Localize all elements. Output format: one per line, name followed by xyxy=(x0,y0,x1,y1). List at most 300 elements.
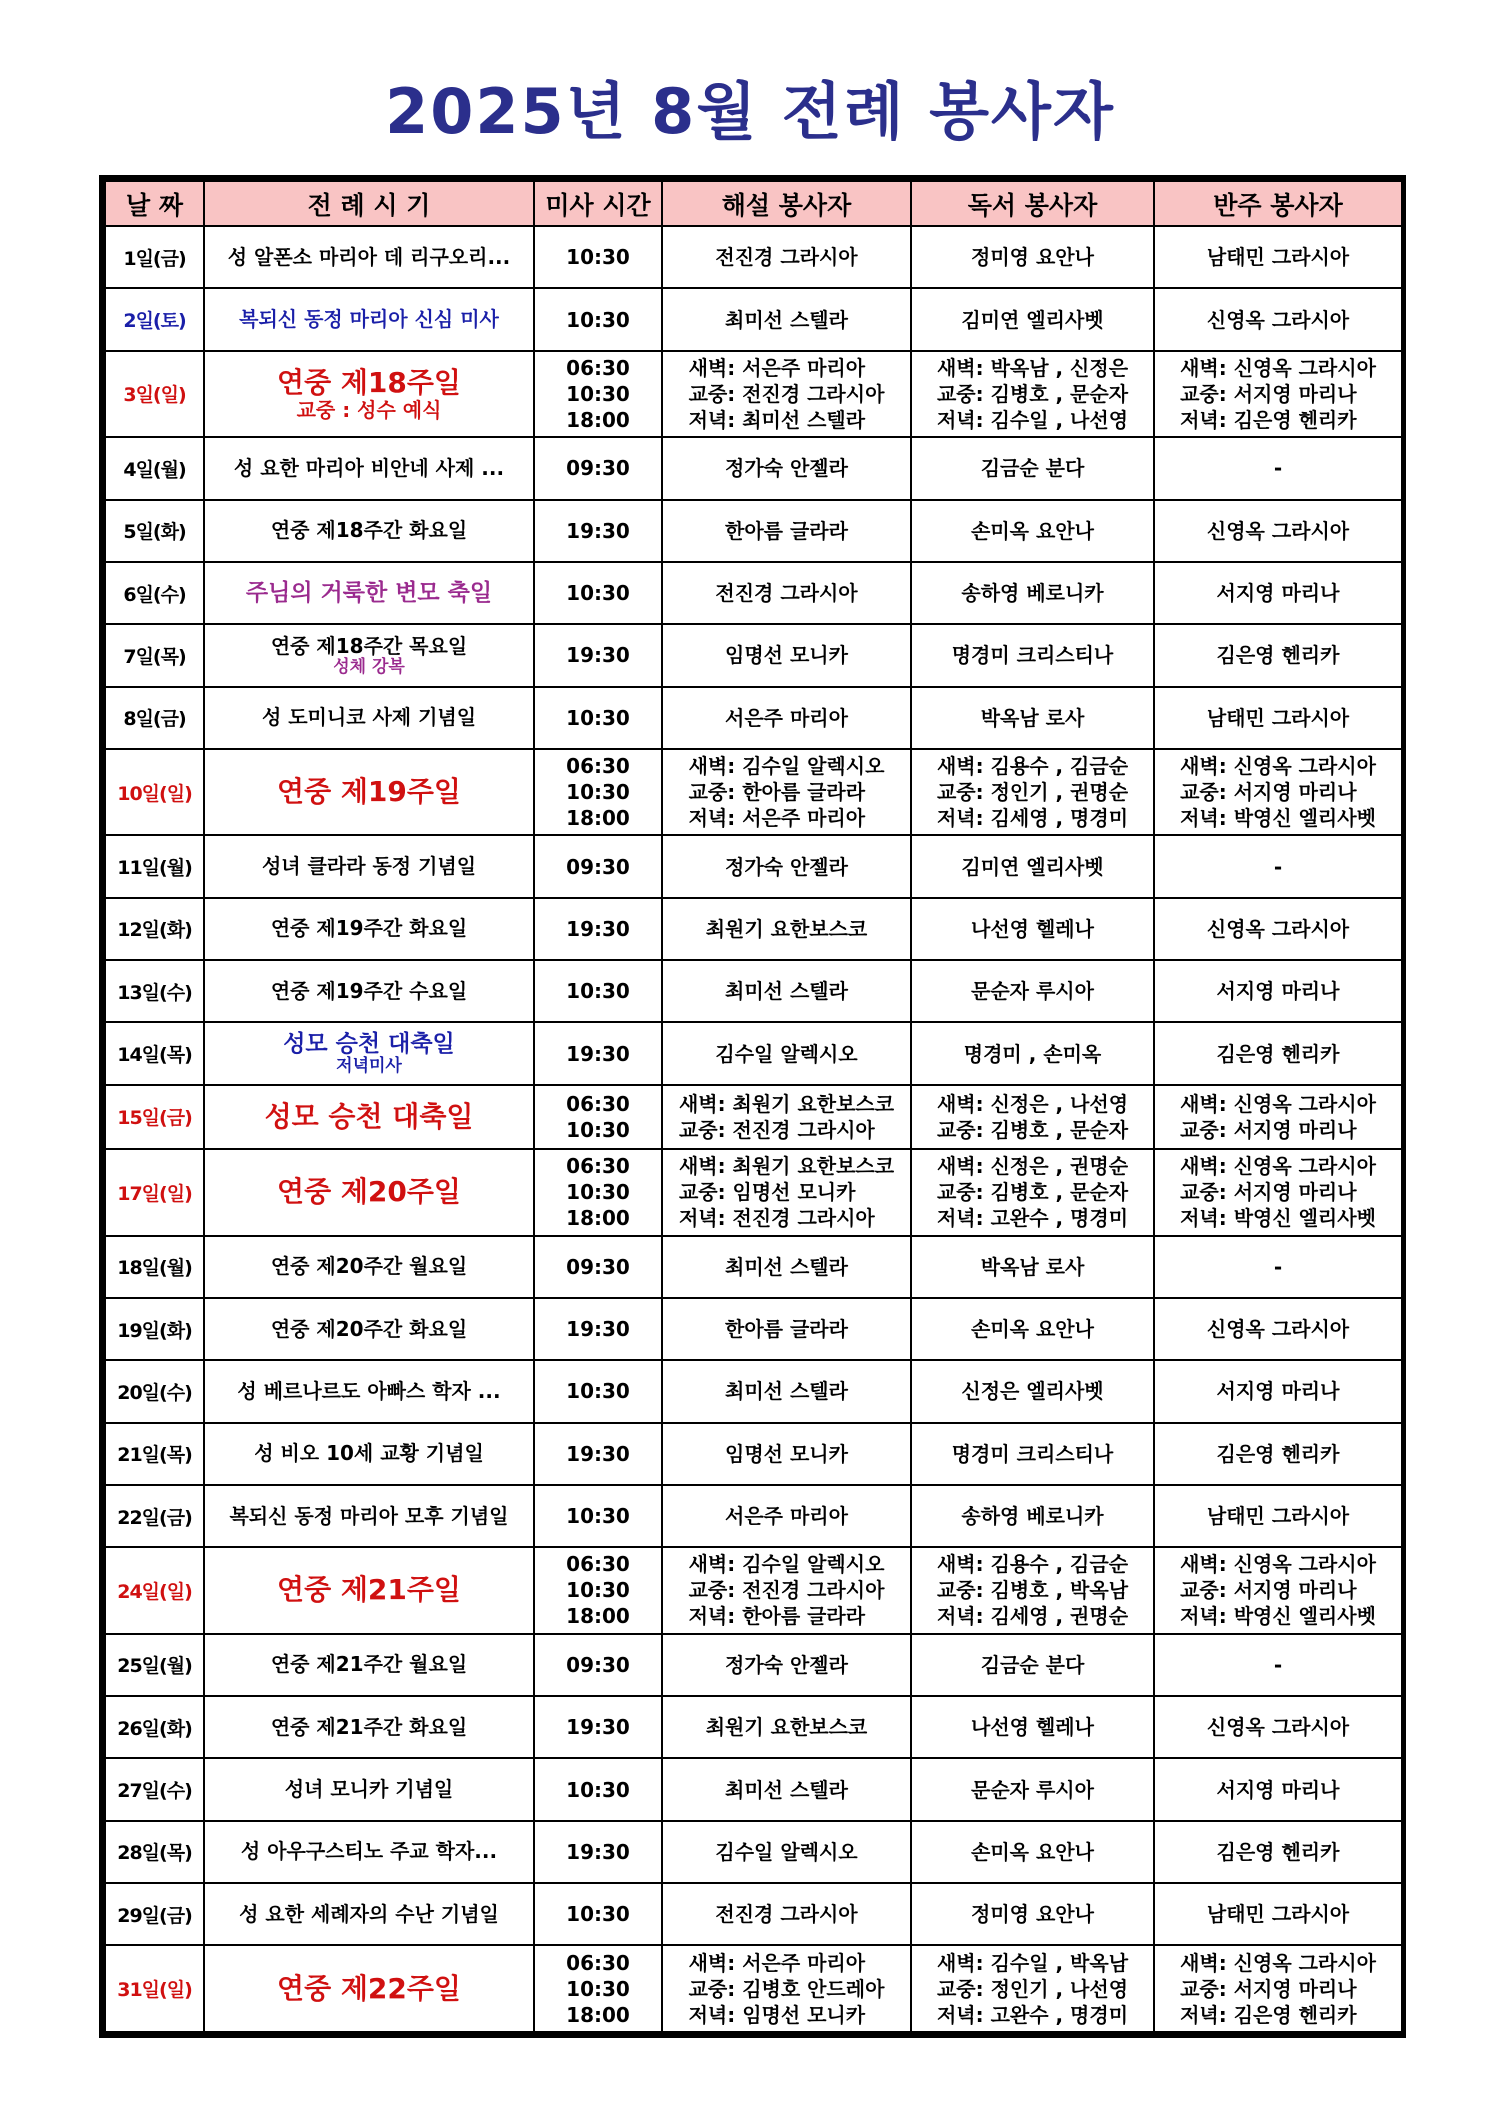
mass-time-lines xyxy=(566,753,630,831)
reader-line: 김미연 엘리사벳 xyxy=(961,854,1104,879)
table-row xyxy=(105,226,1402,288)
commentator-lines xyxy=(715,1041,857,1067)
mass-time-lines xyxy=(566,705,630,731)
date-cell: 5일(화) xyxy=(105,500,204,562)
commentator-cell xyxy=(662,226,911,288)
commentator-line: 저녁: 전진경 그라시아 xyxy=(678,1206,875,1231)
organist-lines xyxy=(1207,1714,1349,1740)
commentator-line: 교중: 전진경 그라시아 xyxy=(678,1117,875,1142)
organist-line: 김은영 헨리카 xyxy=(1216,1041,1340,1066)
organist-cell xyxy=(1154,1696,1402,1758)
header-reader: 독서 봉사자 xyxy=(911,181,1154,226)
liturgy-title: 성 도미니코 사제 기념일 xyxy=(261,705,477,730)
commentator-line: 교중: 김병호 안드레아 xyxy=(688,1976,885,2001)
organist-line: 교중: 서지영 마리나 xyxy=(1180,1976,1357,2001)
organist-line: 새벽: 신영옥 그라시아 xyxy=(1180,754,1376,779)
reader-line: 명경미 크리스티나 xyxy=(951,643,1114,668)
mass-time-line: 06:30 xyxy=(566,355,630,380)
reader-line: 교중: 김병호 , 문순자 xyxy=(936,1117,1129,1142)
mass-time-cell xyxy=(534,562,662,624)
header-liturgy: 전 례 시 기 xyxy=(204,181,534,226)
table-row xyxy=(105,835,1402,897)
reader-line: 김미연 엘리사벳 xyxy=(961,307,1104,332)
reader-line: 문순자 루시아 xyxy=(971,1777,1094,1802)
organist-line: 새벽: 신영옥 그라시아 xyxy=(1180,1950,1376,1975)
mass-time-cell xyxy=(534,1758,662,1820)
mass-time-line: 10:30 xyxy=(566,581,630,606)
commentator-line: 정가숙 안젤라 xyxy=(725,456,848,481)
mass-time-cell xyxy=(534,1547,662,1633)
organist-lines xyxy=(1274,854,1282,880)
organist-lines xyxy=(1217,1378,1340,1404)
mass-time-lines xyxy=(566,642,630,668)
commentator-line: 새벽: 서은주 마리아 xyxy=(688,1950,866,1975)
table-row xyxy=(105,1485,1402,1547)
commentator-cell xyxy=(662,1022,911,1084)
liturgy-cell xyxy=(204,960,534,1022)
mass-time-lines xyxy=(566,1091,630,1143)
reader-cell xyxy=(911,835,1154,897)
reader-cell xyxy=(911,226,1154,288)
liturgy-title: 성 요한 마리아 비안네 사제 ... xyxy=(233,455,505,480)
liturgy-cell xyxy=(204,1634,534,1696)
mass-time-line: 06:30 xyxy=(566,1950,630,1975)
reader-line: 새벽: 김용수 , 김금순 xyxy=(936,1552,1129,1577)
commentator-cell xyxy=(662,624,911,686)
reader-line: 박옥남 로사 xyxy=(980,1254,1085,1279)
mass-time-cell xyxy=(534,226,662,288)
table-row xyxy=(105,960,1402,1022)
organist-line: 교중: 서지영 마리나 xyxy=(1180,1117,1357,1142)
organist-line: - xyxy=(1273,854,1283,879)
organist-lines xyxy=(1207,705,1349,731)
organist-cell xyxy=(1154,1298,1402,1360)
commentator-line: 교중: 전진경 그라시아 xyxy=(688,381,885,406)
table-row xyxy=(105,1945,1402,2032)
commentator-lines xyxy=(725,642,848,668)
reader-cell xyxy=(911,1022,1154,1084)
reader-line: 신정은 엘리사벳 xyxy=(961,1379,1104,1404)
commentator-cell xyxy=(662,1485,911,1547)
organist-line: 교중: 서지영 마리나 xyxy=(1180,381,1357,406)
organist-line: 서지영 마리나 xyxy=(1216,979,1340,1004)
organist-line: 새벽: 신영옥 그라시아 xyxy=(1180,1552,1376,1577)
organist-cell xyxy=(1154,1423,1402,1485)
reader-lines xyxy=(961,1378,1103,1404)
date-cell: 21일(목) xyxy=(105,1423,204,1485)
reader-line: 정미영 요안나 xyxy=(971,245,1094,270)
reader-line: 저녁: 김세영 , 명경미 xyxy=(936,806,1129,831)
date-cell: 8일(금) xyxy=(105,687,204,749)
reader-cell xyxy=(911,1360,1154,1422)
page-title: 2025년 8월 전례 봉사자 xyxy=(385,75,1115,148)
liturgy-title: 연중 제20주간 화요일 xyxy=(270,1316,468,1341)
commentator-cell xyxy=(662,687,911,749)
liturgy-cell xyxy=(204,1360,534,1422)
organist-cell xyxy=(1154,1022,1402,1084)
commentator-cell xyxy=(662,1547,911,1633)
date-cell: 4일(월) xyxy=(105,437,204,499)
mass-time-lines xyxy=(566,244,630,270)
commentator-line: 임명선 모니카 xyxy=(725,643,848,668)
liturgy-title: 성 요한 세례자의 수난 기념일 xyxy=(239,1901,499,1926)
organist-line: 김은영 헨리카 xyxy=(1216,1441,1340,1466)
liturgy-title: 성 알폰소 마리아 데 리구오리... xyxy=(227,244,511,269)
liturgy-cell xyxy=(204,1085,534,1149)
organist-line: 새벽: 신영옥 그라시아 xyxy=(1180,355,1376,380)
mass-time-cell xyxy=(534,1696,662,1758)
commentator-cell xyxy=(662,1883,911,1945)
liturgy-title: 연중 제21주간 화요일 xyxy=(270,1714,468,1739)
organist-line: 남태민 그라시아 xyxy=(1206,705,1350,730)
organist-line: - xyxy=(1273,456,1283,481)
liturgy-title: 연중 제18주일 xyxy=(277,365,461,399)
organist-cell xyxy=(1154,1149,1402,1235)
date-cell: 1일(금) xyxy=(105,226,204,288)
organist-lines xyxy=(1274,1652,1282,1678)
mass-time-lines xyxy=(566,1777,630,1803)
mass-time-lines xyxy=(566,355,630,433)
date-cell: 10일(일) xyxy=(105,749,204,835)
table-row xyxy=(105,562,1402,624)
reader-cell xyxy=(911,960,1154,1022)
reader-cell xyxy=(911,898,1154,960)
mass-time-lines xyxy=(566,1839,630,1865)
reader-cell xyxy=(911,1821,1154,1883)
organist-cell xyxy=(1154,1485,1402,1547)
reader-line: 손미옥 요안나 xyxy=(971,1839,1094,1864)
mass-time-lines xyxy=(566,1714,630,1740)
mass-time-cell xyxy=(534,1945,662,2032)
organist-lines xyxy=(1217,642,1340,668)
organist-cell xyxy=(1154,226,1402,288)
mass-time-cell xyxy=(534,500,662,562)
organist-lines xyxy=(1180,1551,1376,1629)
date-cell: 19일(화) xyxy=(105,1298,204,1360)
commentator-cell xyxy=(662,288,911,350)
liturgy-title: 복되신 동정 마리아 모후 기념일 xyxy=(229,1503,509,1528)
reader-cell xyxy=(911,1547,1154,1633)
organist-lines xyxy=(1217,978,1340,1004)
liturgy-cell xyxy=(204,1236,534,1298)
reader-line: 송하영 베로니카 xyxy=(961,1504,1104,1529)
organist-cell xyxy=(1154,898,1402,960)
reader-line: 문순자 루시아 xyxy=(971,979,1094,1004)
commentator-line: 최미선 스텔라 xyxy=(725,307,848,332)
table-row xyxy=(105,1085,1402,1149)
organist-lines xyxy=(1217,1041,1340,1067)
reader-cell xyxy=(911,562,1154,624)
commentator-lines xyxy=(725,518,848,544)
commentator-line: 김수일 알렉시오 xyxy=(715,1839,858,1864)
organist-lines xyxy=(1217,580,1340,606)
date-cell: 11일(월) xyxy=(105,835,204,897)
commentator-line: 정가숙 안젤라 xyxy=(725,1652,848,1677)
commentator-lines xyxy=(725,1254,848,1280)
organist-line: 김은영 헨리카 xyxy=(1216,1839,1340,1864)
reader-line: 박옥남 로사 xyxy=(980,705,1085,730)
date-cell: 31일(일) xyxy=(105,1945,204,2032)
reader-lines xyxy=(981,455,1085,481)
commentator-cell xyxy=(662,437,911,499)
liturgy-title: 성 비오 10세 교황 기념일 xyxy=(254,1441,484,1466)
organist-lines xyxy=(1207,1503,1349,1529)
commentator-lines xyxy=(689,753,885,831)
commentator-lines xyxy=(725,978,848,1004)
date-cell: 22일(금) xyxy=(105,1485,204,1547)
commentator-line: 저녁: 서은주 마리아 xyxy=(688,806,866,831)
commentator-line: 정가숙 안젤라 xyxy=(725,854,848,879)
date-cell: 6일(수) xyxy=(105,562,204,624)
organist-line: 교중: 서지영 마리나 xyxy=(1180,1578,1357,1603)
liturgy-cell xyxy=(204,288,534,350)
organist-lines xyxy=(1274,1254,1282,1280)
reader-cell xyxy=(911,1149,1154,1235)
commentator-line: 한아름 글라라 xyxy=(725,518,848,543)
mass-time-line: 06:30 xyxy=(566,1091,630,1116)
date-cell: 20일(수) xyxy=(105,1360,204,1422)
schedule-table-frame xyxy=(99,175,1406,2038)
table-row xyxy=(105,437,1402,499)
organist-cell xyxy=(1154,687,1402,749)
organist-lines xyxy=(1217,1441,1340,1467)
reader-cell xyxy=(911,1298,1154,1360)
reader-line: 김금순 분다 xyxy=(980,1652,1085,1677)
date-cell: 25일(월) xyxy=(105,1634,204,1696)
organist-line: 저녁: 김은영 헨리카 xyxy=(1180,407,1357,432)
commentator-lines xyxy=(679,1153,894,1231)
date-cell: 12일(화) xyxy=(105,898,204,960)
liturgy-cell xyxy=(204,624,534,686)
commentator-lines xyxy=(725,1378,848,1404)
organist-lines xyxy=(1274,455,1282,481)
organist-line: - xyxy=(1273,1254,1283,1279)
table-row xyxy=(105,1758,1402,1820)
mass-time-line: 10:30 xyxy=(566,1902,630,1927)
organist-lines xyxy=(1180,355,1376,433)
commentator-lines xyxy=(715,580,857,606)
mass-time-lines xyxy=(566,580,630,606)
mass-time-lines xyxy=(566,1652,630,1678)
reader-line: 교중: 김병호 , 문순자 xyxy=(936,381,1129,406)
organist-cell xyxy=(1154,351,1402,437)
organist-lines xyxy=(1207,1316,1349,1342)
table-row xyxy=(105,1236,1402,1298)
organist-line: 김은영 헨리카 xyxy=(1216,643,1340,668)
mass-time-cell xyxy=(534,437,662,499)
mass-time-line: 18:00 xyxy=(566,1604,630,1629)
mass-time-lines xyxy=(566,518,630,544)
commentator-cell xyxy=(662,1236,911,1298)
liturgy-note: 성체 강복 xyxy=(333,656,405,677)
liturgy-title: 연중 제19주간 화요일 xyxy=(270,916,468,941)
commentator-cell xyxy=(662,1758,911,1820)
commentator-line: 전진경 그라시아 xyxy=(715,245,858,270)
commentator-lines xyxy=(725,1777,848,1803)
organist-cell xyxy=(1154,624,1402,686)
liturgy-title: 연중 제20주일 xyxy=(277,1175,461,1209)
mass-time-line: 10:30 xyxy=(566,1976,630,2001)
reader-lines xyxy=(971,978,1094,1004)
organist-cell xyxy=(1154,1236,1402,1298)
commentator-line: 새벽: 서은주 마리아 xyxy=(688,355,866,380)
table-row xyxy=(105,898,1402,960)
reader-lines xyxy=(981,705,1085,731)
commentator-lines xyxy=(715,1839,857,1865)
organist-line: 남태민 그라시아 xyxy=(1206,1504,1350,1529)
mass-time-line: 19:30 xyxy=(566,643,630,668)
liturgy-cell xyxy=(204,1945,534,2032)
liturgy-title: 성모 승천 대축일 xyxy=(264,1099,474,1133)
reader-line: 저녁: 고완수 , 명경미 xyxy=(936,1206,1129,1231)
organist-line: 신영옥 그라시아 xyxy=(1206,518,1350,543)
organist-line: 저녁: 박영신 엘리사벳 xyxy=(1180,1206,1376,1231)
date-cell: 3일(일) xyxy=(105,351,204,437)
organist-line: 남태민 그라시아 xyxy=(1206,1902,1350,1927)
organist-lines xyxy=(1180,1950,1376,2028)
organist-cell xyxy=(1154,288,1402,350)
commentator-cell xyxy=(662,1696,911,1758)
liturgy-cell xyxy=(204,1547,534,1633)
mass-time-line: 10:30 xyxy=(566,1777,630,1802)
mass-time-lines xyxy=(566,1503,630,1529)
reader-line: 새벽: 김용수 , 김금순 xyxy=(936,754,1129,779)
organist-lines xyxy=(1207,518,1349,544)
commentator-line: 최원기 요한보스코 xyxy=(705,916,868,941)
commentator-cell xyxy=(662,1085,911,1149)
commentator-cell xyxy=(662,1821,911,1883)
mass-time-line: 09:30 xyxy=(566,1254,630,1279)
table-row xyxy=(105,1634,1402,1696)
commentator-cell xyxy=(662,960,911,1022)
commentator-cell xyxy=(662,749,911,835)
organist-cell xyxy=(1154,1883,1402,1945)
mass-time-cell xyxy=(534,1883,662,1945)
commentator-line: 최미선 스텔라 xyxy=(725,1379,848,1404)
mass-time-line: 10:30 xyxy=(566,979,630,1004)
table-row xyxy=(105,500,1402,562)
reader-cell xyxy=(911,1883,1154,1945)
mass-time-line: 06:30 xyxy=(566,754,630,779)
header-date: 날 짜 xyxy=(105,181,204,226)
liturgy-cell xyxy=(204,898,534,960)
commentator-lines xyxy=(725,1503,848,1529)
commentator-lines xyxy=(715,244,857,270)
liturgy-cell xyxy=(204,1298,534,1360)
organist-line: 새벽: 신영옥 그라시아 xyxy=(1180,1091,1376,1116)
commentator-line: 전진경 그라시아 xyxy=(715,1902,858,1927)
reader-cell xyxy=(911,437,1154,499)
mass-time-line: 19:30 xyxy=(566,916,630,941)
liturgy-cell xyxy=(204,1883,534,1945)
schedule-table xyxy=(104,180,1403,2033)
reader-line: 송하영 베로니카 xyxy=(961,581,1104,606)
liturgy-cell xyxy=(204,1821,534,1883)
reader-line: 손미옥 요안나 xyxy=(971,1317,1094,1342)
commentator-lines xyxy=(725,705,848,731)
mass-time-line: 18:00 xyxy=(566,2002,630,2027)
organist-lines xyxy=(1217,1777,1340,1803)
mass-time-cell xyxy=(534,624,662,686)
reader-cell xyxy=(911,1085,1154,1149)
reader-lines xyxy=(971,916,1094,942)
commentator-line: 최미선 스텔라 xyxy=(725,1254,848,1279)
mass-time-cell xyxy=(534,1085,662,1149)
reader-line: 저녁: 김수일 , 나선영 xyxy=(936,407,1129,432)
commentator-cell xyxy=(662,500,911,562)
organist-line: 신영옥 그라시아 xyxy=(1206,1317,1350,1342)
reader-lines xyxy=(971,1901,1094,1927)
reader-lines xyxy=(971,1316,1094,1342)
liturgy-title: 연중 제20주간 월요일 xyxy=(270,1254,468,1279)
organist-lines xyxy=(1207,307,1349,333)
date-cell: 27일(수) xyxy=(105,1758,204,1820)
mass-time-line: 10:30 xyxy=(566,1504,630,1529)
reader-line: 정미영 요안나 xyxy=(971,1902,1094,1927)
commentator-cell xyxy=(662,898,911,960)
mass-time-line: 10:30 xyxy=(566,1578,630,1603)
reader-cell xyxy=(911,624,1154,686)
commentator-lines xyxy=(725,854,848,880)
commentator-line: 김수일 알렉시오 xyxy=(715,1041,858,1066)
organist-line: 신영옥 그라시아 xyxy=(1206,307,1350,332)
mass-time-lines xyxy=(566,1316,630,1342)
liturgy-cell xyxy=(204,1149,534,1235)
date-cell: 26일(화) xyxy=(105,1696,204,1758)
reader-line: 나선영 헬레나 xyxy=(971,916,1094,941)
reader-line: 손미옥 요안나 xyxy=(971,518,1094,543)
liturgy-title: 성녀 클라라 동정 기념일 xyxy=(261,854,477,879)
organist-cell xyxy=(1154,1360,1402,1422)
mass-time-cell xyxy=(534,1634,662,1696)
table-row xyxy=(105,1149,1402,1235)
commentator-lines xyxy=(715,1901,857,1927)
commentator-lines xyxy=(689,1950,885,2028)
reader-cell xyxy=(911,351,1154,437)
mass-time-cell xyxy=(534,898,662,960)
reader-line: 명경미 크리스티나 xyxy=(951,1441,1114,1466)
mass-time-line: 10:30 xyxy=(566,245,630,270)
reader-line: 교중: 김병호 , 박옥남 xyxy=(936,1578,1129,1603)
liturgy-cell xyxy=(204,1423,534,1485)
organist-line: 신영옥 그라시아 xyxy=(1206,916,1350,941)
header-organist: 반주 봉사자 xyxy=(1154,181,1402,226)
date-cell: 18일(월) xyxy=(105,1236,204,1298)
mass-time-line: 10:30 xyxy=(566,705,630,730)
table-row xyxy=(105,1821,1402,1883)
reader-lines xyxy=(971,1839,1094,1865)
reader-cell xyxy=(911,500,1154,562)
table-row xyxy=(105,1696,1402,1758)
commentator-lines xyxy=(725,307,848,333)
mass-time-cell xyxy=(534,288,662,350)
header-mass-time: 미사 시간 xyxy=(534,181,662,226)
reader-cell xyxy=(911,687,1154,749)
mass-time-line: 09:30 xyxy=(566,456,630,481)
mass-time-lines xyxy=(566,1378,630,1404)
organist-line: 서지영 마리나 xyxy=(1216,1777,1340,1802)
organist-cell xyxy=(1154,1547,1402,1633)
commentator-line: 저녁: 임명선 모니카 xyxy=(688,2002,866,2027)
mass-time-lines xyxy=(566,978,630,1004)
liturgy-cell xyxy=(204,500,534,562)
commentator-line: 교중: 한아름 글라라 xyxy=(688,780,866,805)
reader-line: 새벽: 박옥남 , 신정은 xyxy=(936,355,1129,380)
date-cell: 7일(목) xyxy=(105,624,204,686)
date-cell: 17일(일) xyxy=(105,1149,204,1235)
reader-lines xyxy=(937,1091,1128,1143)
mass-time-line: 10:30 xyxy=(566,307,630,332)
